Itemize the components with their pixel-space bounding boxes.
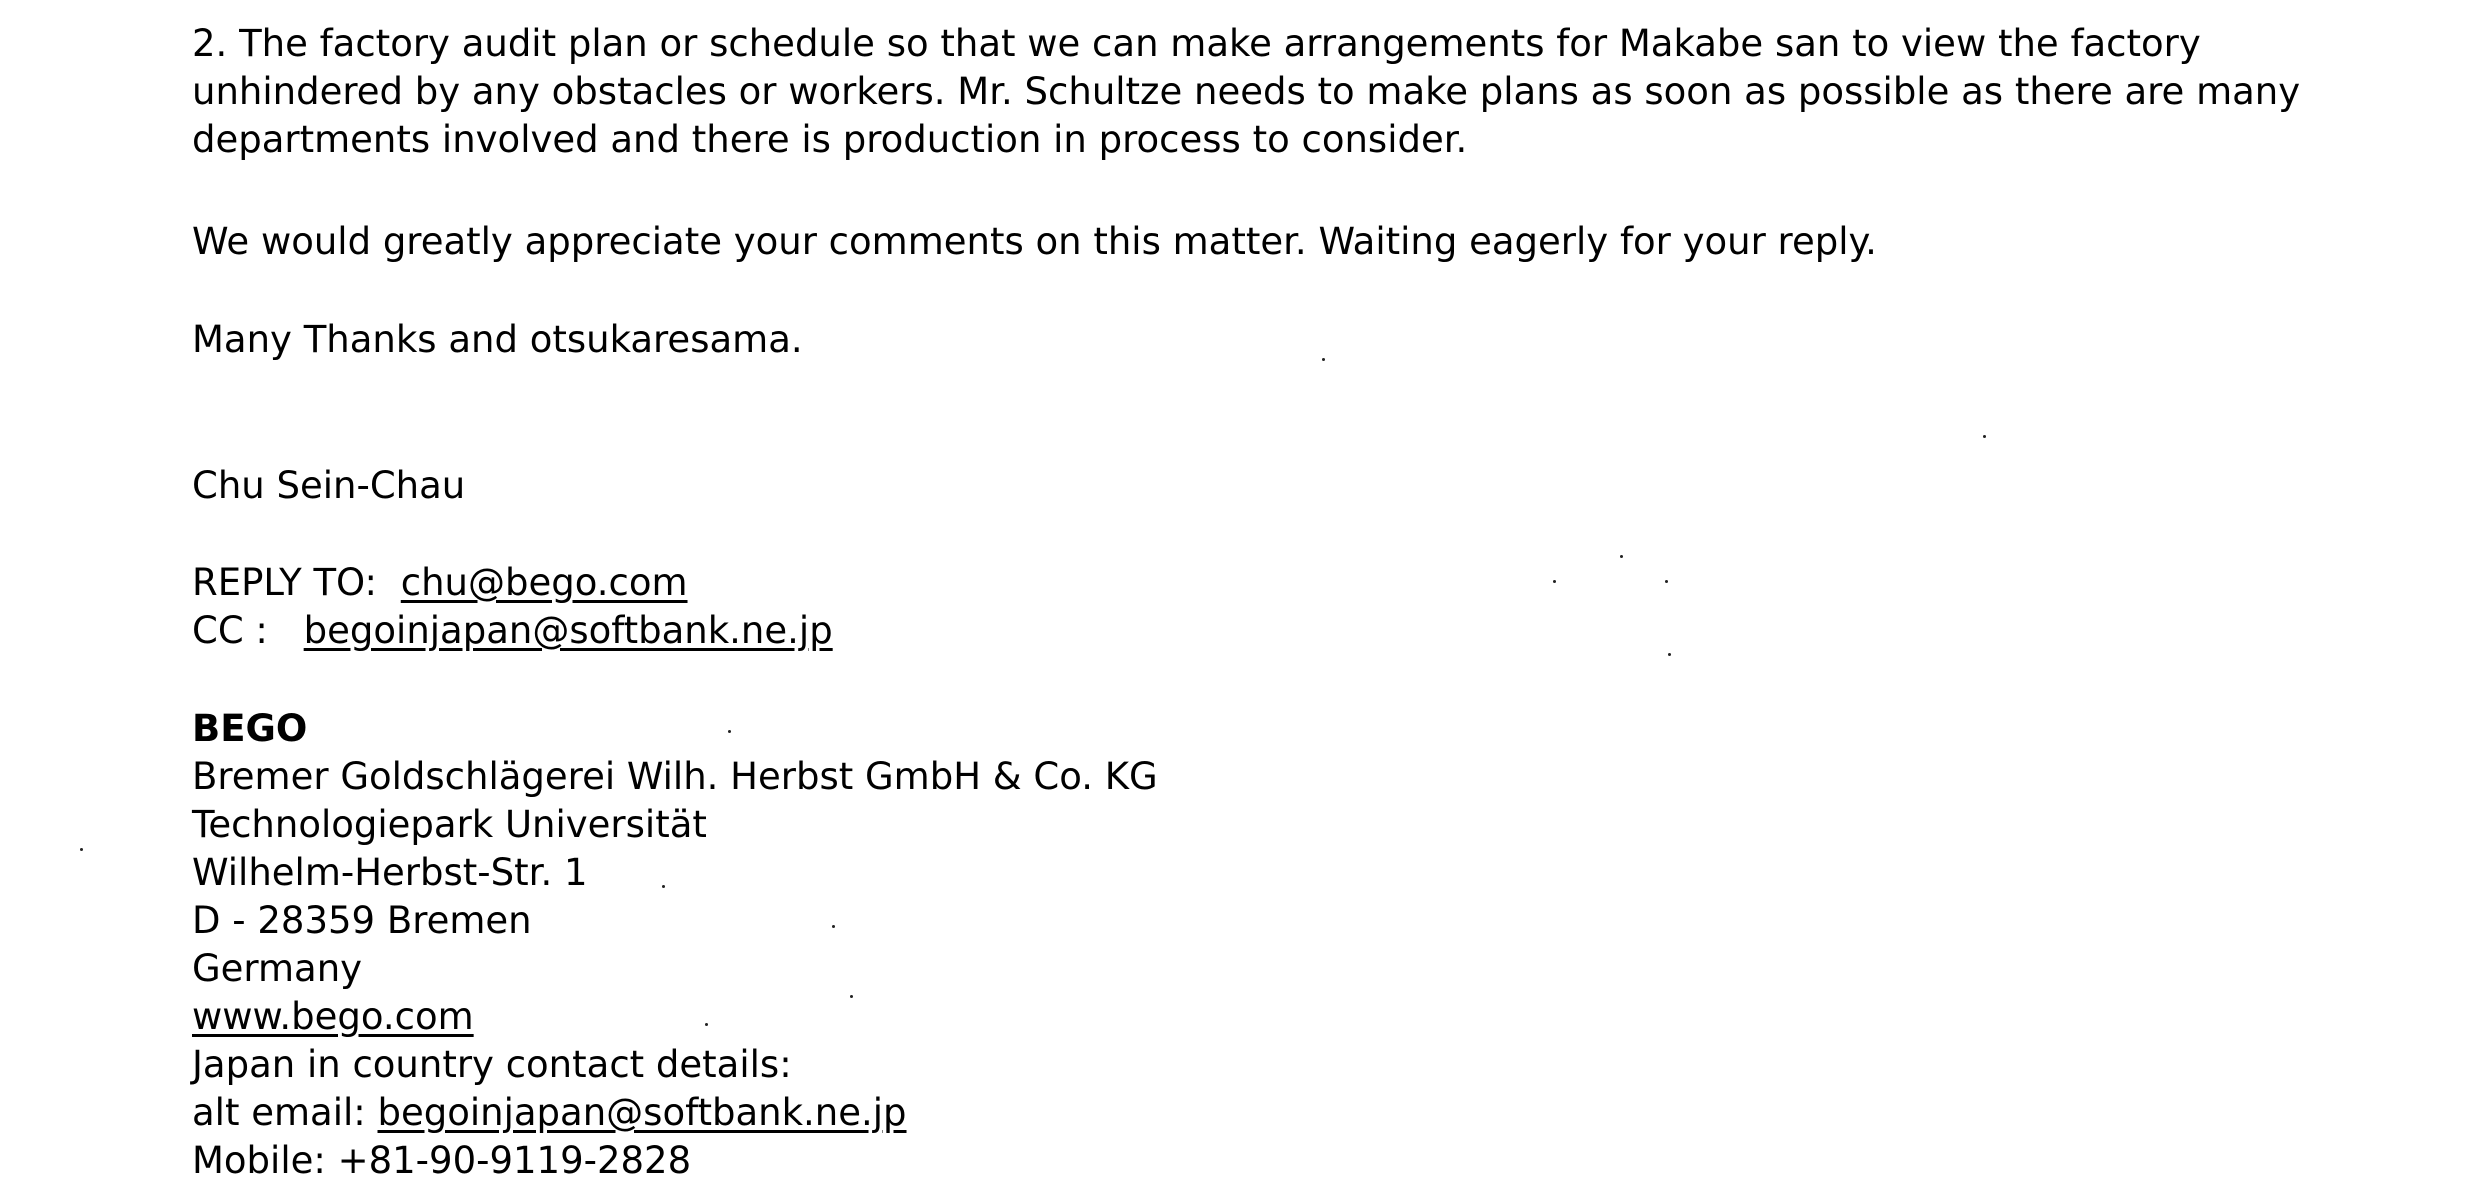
scan-speck xyxy=(705,1023,708,1026)
alt-email-label: alt email: xyxy=(192,1091,366,1134)
alt-email-line xyxy=(192,1089,2442,1137)
closing xyxy=(192,316,2442,364)
sender-name-text: Chu Sein-Chau xyxy=(192,464,466,507)
cc-email-link[interactable]: begoinjapan@softbank.ne.jp xyxy=(303,609,833,652)
paragraph-line: departments involved and there is production in process to consider. xyxy=(192,118,1468,161)
reply-to-line xyxy=(192,559,2442,607)
scan-speck xyxy=(832,925,835,928)
alt-email-link[interactable]: begoinjapan@softbank.ne.jp xyxy=(377,1091,907,1134)
scan-speck xyxy=(850,995,853,998)
closing-text: Many Thanks and otsukaresama. xyxy=(192,318,803,361)
scan-speck xyxy=(1668,653,1671,656)
mobile-number: Mobile: +81-90-9119-2828 xyxy=(192,1139,692,1182)
scan-speck xyxy=(1553,580,1556,583)
cc-label: CC : xyxy=(192,609,268,652)
country: Germany xyxy=(192,947,363,990)
reply-to-email-link[interactable]: chu@bego.com xyxy=(400,561,688,604)
scan-speck xyxy=(1620,555,1623,558)
paragraph-line: unhindered by any obstacles or workers. Mr. Schultze needs to make plans as soon as possible as there are many xyxy=(192,70,2301,113)
scan-speck xyxy=(80,848,83,851)
scan-speck xyxy=(1983,435,1986,438)
paragraph-line: 2. The factory audit plan or schedule so that we can make arrangements for Makabe san to view the factory xyxy=(192,22,2201,65)
reply-to-label: REPLY TO: xyxy=(192,561,377,604)
address-line-1: Technologiepark Universität xyxy=(192,803,707,846)
paragraph-audit-plan xyxy=(192,20,2442,164)
scan-speck xyxy=(728,730,731,733)
paragraph-comments xyxy=(192,218,2442,266)
company-name: BEGO xyxy=(192,707,308,750)
japan-contact-heading: Japan in country contact details: xyxy=(192,1043,792,1086)
company-signature xyxy=(192,705,2442,1185)
address-line-3: D - 28359 Bremen xyxy=(192,899,532,942)
comments-text: We would greatly appreciate your comments on this matter. Waiting eagerly for your reply. xyxy=(192,220,1877,263)
scan-speck xyxy=(1665,580,1668,583)
cc-line xyxy=(192,607,2442,655)
company-full-name: Bremer Goldschlägerei Wilh. Herbst GmbH & Co. KG xyxy=(192,755,1158,798)
sender-name xyxy=(192,462,2442,510)
scan-speck xyxy=(1322,358,1325,361)
scan-speck xyxy=(662,885,665,888)
website-link[interactable]: www.bego.com xyxy=(192,995,474,1038)
address-line-2: Wilhelm-Herbst-Str. 1 xyxy=(192,851,588,894)
contact-emails xyxy=(192,559,2442,655)
